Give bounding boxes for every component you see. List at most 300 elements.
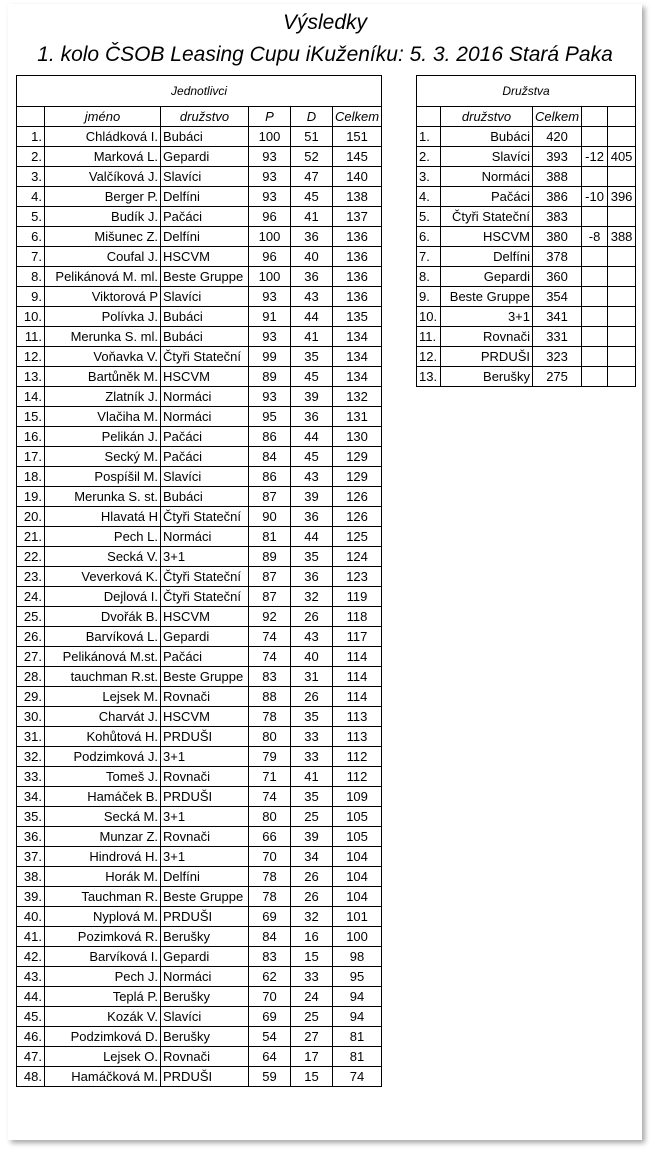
- p-cell: 89: [249, 367, 291, 387]
- rank-cell: 37.: [17, 847, 45, 867]
- total-cell: 151: [333, 127, 382, 147]
- name-cell: Bartůněk M.: [45, 367, 161, 387]
- name-cell: Lejsek O.: [45, 1047, 161, 1067]
- team-header-name: družstvo: [441, 107, 533, 127]
- d-cell: 24: [291, 987, 333, 1007]
- p-cell: 89: [249, 547, 291, 567]
- d-cell: 45: [291, 367, 333, 387]
- table-row: [17, 167, 382, 187]
- d-cell: 43: [291, 467, 333, 487]
- table-row: [417, 327, 636, 347]
- team-total-cell: 360: [533, 267, 582, 287]
- p-cell: 78: [249, 707, 291, 727]
- name-cell: Lejsek M.: [45, 687, 161, 707]
- team-name-cell: Pačáci: [441, 187, 533, 207]
- total-cell: 95: [333, 967, 382, 987]
- team-cell: Normáci: [161, 407, 249, 427]
- team-name-cell: Čtyři Stateční: [441, 207, 533, 227]
- team-cell: HSCVM: [161, 607, 249, 627]
- header-d: D: [291, 107, 333, 127]
- total-cell: 104: [333, 847, 382, 867]
- rank-cell: 7.: [17, 247, 45, 267]
- rank-cell: 12.: [17, 347, 45, 367]
- total-cell: 136: [333, 247, 382, 267]
- team-name-cell: Rovnači: [441, 327, 533, 347]
- header-total: Celkem: [333, 107, 382, 127]
- team-adj-cell: [582, 347, 608, 367]
- name-cell: Merunka S. st.: [45, 487, 161, 507]
- d-cell: 43: [291, 287, 333, 307]
- p-cell: 81: [249, 527, 291, 547]
- team-adj-cell: [582, 247, 608, 267]
- team-cell: PRDUŠI: [161, 1067, 249, 1087]
- table-row: [17, 947, 382, 967]
- name-cell: tauchman R.st.: [45, 667, 161, 687]
- team-cell: Delfíni: [161, 187, 249, 207]
- name-cell: Charvát J.: [45, 707, 161, 727]
- team-rank-cell: 2.: [417, 147, 441, 167]
- table-row: [17, 887, 382, 907]
- team-final-cell: [608, 287, 636, 307]
- name-cell: Marková L.: [45, 147, 161, 167]
- team-total-cell: 386: [533, 187, 582, 207]
- name-cell: Coufal J.: [45, 247, 161, 267]
- rank-cell: 28.: [17, 667, 45, 687]
- p-cell: 71: [249, 767, 291, 787]
- table-row: [17, 1067, 382, 1087]
- d-cell: 44: [291, 527, 333, 547]
- d-cell: 35: [291, 547, 333, 567]
- rank-cell: 41.: [17, 927, 45, 947]
- rank-cell: 24.: [17, 587, 45, 607]
- total-cell: 136: [333, 267, 382, 287]
- table-row: [17, 1047, 382, 1067]
- total-cell: 94: [333, 987, 382, 1007]
- team-total-cell: 420: [533, 127, 582, 147]
- total-cell: 126: [333, 487, 382, 507]
- d-cell: 17: [291, 1047, 333, 1067]
- team-adj-cell: [582, 267, 608, 287]
- table-row: [17, 567, 382, 587]
- total-cell: 118: [333, 607, 382, 627]
- team-final-cell: [608, 247, 636, 267]
- p-cell: 69: [249, 907, 291, 927]
- header-p: P: [249, 107, 291, 127]
- team-cell: Bubáci: [161, 127, 249, 147]
- total-cell: 112: [333, 767, 382, 787]
- table-row: [17, 267, 382, 287]
- team-cell: Rovnači: [161, 1047, 249, 1067]
- team-final-cell: 396: [608, 187, 636, 207]
- rank-cell: 10.: [17, 307, 45, 327]
- team-final-cell: [608, 207, 636, 227]
- d-cell: 26: [291, 887, 333, 907]
- table-row: [17, 247, 382, 267]
- name-cell: Teplá P.: [45, 987, 161, 1007]
- p-cell: 100: [249, 127, 291, 147]
- team-cell: Rovnači: [161, 827, 249, 847]
- total-cell: 119: [333, 587, 382, 607]
- team-cell: Gepardi: [161, 627, 249, 647]
- table-row: [417, 207, 636, 227]
- table-row: [17, 307, 382, 327]
- name-cell: Voňavka V.: [45, 347, 161, 367]
- table-row: [17, 547, 382, 567]
- rank-cell: 3.: [17, 167, 45, 187]
- rank-cell: 21.: [17, 527, 45, 547]
- team-cell: Čtyři Stateční: [161, 507, 249, 527]
- name-cell: Polívka J.: [45, 307, 161, 327]
- p-cell: 69: [249, 1007, 291, 1027]
- d-cell: 47: [291, 167, 333, 187]
- rank-cell: 38.: [17, 867, 45, 887]
- total-cell: 137: [333, 207, 382, 227]
- total-cell: 124: [333, 547, 382, 567]
- team-cell: Pačáci: [161, 427, 249, 447]
- team-cell: Pačáci: [161, 647, 249, 667]
- rank-cell: 33.: [17, 767, 45, 787]
- d-cell: 36: [291, 407, 333, 427]
- rank-cell: 2.: [17, 147, 45, 167]
- individuals-header-row: [17, 107, 382, 127]
- name-cell: Berger P.: [45, 187, 161, 207]
- d-cell: 52: [291, 147, 333, 167]
- table-row: [17, 407, 382, 427]
- team-cell: Beste Gruppe: [161, 887, 249, 907]
- d-cell: 36: [291, 267, 333, 287]
- table-row: [17, 867, 382, 887]
- p-cell: 93: [249, 287, 291, 307]
- table-row: [17, 767, 382, 787]
- d-cell: 33: [291, 747, 333, 767]
- total-cell: 140: [333, 167, 382, 187]
- team-final-cell: 388: [608, 227, 636, 247]
- total-cell: 105: [333, 827, 382, 847]
- table-row: [17, 467, 382, 487]
- team-cell: Gepardi: [161, 147, 249, 167]
- d-cell: 36: [291, 227, 333, 247]
- rank-cell: 36.: [17, 827, 45, 847]
- team-cell: HSCVM: [161, 707, 249, 727]
- table-row: [417, 167, 636, 187]
- header-rank: [17, 107, 45, 127]
- name-cell: Budík J.: [45, 207, 161, 227]
- team-cell: Bubáci: [161, 487, 249, 507]
- page-title: Výsledky: [282, 11, 368, 34]
- p-cell: 78: [249, 887, 291, 907]
- total-cell: 132: [333, 387, 382, 407]
- total-cell: 94: [333, 1007, 382, 1027]
- team-final-cell: [608, 367, 636, 387]
- name-cell: Dejlová I.: [45, 587, 161, 607]
- table-row: [17, 807, 382, 827]
- name-cell: Secký M.: [45, 447, 161, 467]
- name-cell: Pelikánová M. ml.: [45, 267, 161, 287]
- team-rank-cell: 11.: [417, 327, 441, 347]
- p-cell: 66: [249, 827, 291, 847]
- team-cell: Slavíci: [161, 1007, 249, 1027]
- table-row: [17, 127, 382, 147]
- p-cell: 87: [249, 587, 291, 607]
- rank-cell: 11.: [17, 327, 45, 347]
- d-cell: 25: [291, 807, 333, 827]
- team-cell: PRDUŠI: [161, 907, 249, 927]
- table-row: [417, 367, 636, 387]
- name-cell: Hindrová H.: [45, 847, 161, 867]
- name-cell: Pech J.: [45, 967, 161, 987]
- team-cell: HSCVM: [161, 247, 249, 267]
- p-cell: 83: [249, 947, 291, 967]
- p-cell: 93: [249, 327, 291, 347]
- total-cell: 117: [333, 627, 382, 647]
- rank-cell: 40.: [17, 907, 45, 927]
- p-cell: 70: [249, 987, 291, 1007]
- total-cell: 114: [333, 687, 382, 707]
- d-cell: 41: [291, 327, 333, 347]
- d-cell: 32: [291, 907, 333, 927]
- team-cell: Slavíci: [161, 467, 249, 487]
- d-cell: 26: [291, 867, 333, 887]
- rank-cell: 9.: [17, 287, 45, 307]
- team-name-cell: Normáci: [441, 167, 533, 187]
- team-cell: Pačáci: [161, 207, 249, 227]
- team-cell: Čtyři Stateční: [161, 567, 249, 587]
- d-cell: 36: [291, 567, 333, 587]
- team-cell: Gepardi: [161, 947, 249, 967]
- rank-cell: 20.: [17, 507, 45, 527]
- d-cell: 41: [291, 767, 333, 787]
- p-cell: 80: [249, 807, 291, 827]
- p-cell: 74: [249, 647, 291, 667]
- team-total-cell: 383: [533, 207, 582, 227]
- team-final-cell: [608, 127, 636, 147]
- teams-caption: Družstva: [417, 76, 636, 107]
- team-rank-cell: 1.: [417, 127, 441, 147]
- team-name-cell: Bubáci: [441, 127, 533, 147]
- team-name-cell: PRDUŠI: [441, 347, 533, 367]
- rank-cell: 48.: [17, 1067, 45, 1087]
- table-row: [17, 507, 382, 527]
- name-cell: Tauchman R.: [45, 887, 161, 907]
- team-total-cell: 323: [533, 347, 582, 367]
- total-cell: 136: [333, 287, 382, 307]
- total-cell: 145: [333, 147, 382, 167]
- d-cell: 40: [291, 647, 333, 667]
- team-total-cell: 380: [533, 227, 582, 247]
- team-cell: Normáci: [161, 527, 249, 547]
- table-row: [417, 267, 636, 287]
- table-row: [17, 427, 382, 447]
- table-row: [17, 607, 382, 627]
- table-row: [17, 827, 382, 847]
- team-adj-cell: [582, 327, 608, 347]
- table-row: [17, 1027, 382, 1047]
- p-cell: 100: [249, 267, 291, 287]
- p-cell: 99: [249, 347, 291, 367]
- name-cell: Podzimková D.: [45, 1027, 161, 1047]
- p-cell: 92: [249, 607, 291, 627]
- name-cell: Secká M.: [45, 807, 161, 827]
- p-cell: 91: [249, 307, 291, 327]
- rank-cell: 16.: [17, 427, 45, 447]
- d-cell: 35: [291, 787, 333, 807]
- p-cell: 70: [249, 847, 291, 867]
- table-row: [417, 287, 636, 307]
- team-name-cell: Beste Gruppe: [441, 287, 533, 307]
- rank-cell: 6.: [17, 227, 45, 247]
- team-cell: Slavíci: [161, 167, 249, 187]
- name-cell: Valčíková J.: [45, 167, 161, 187]
- d-cell: 45: [291, 187, 333, 207]
- total-cell: 112: [333, 747, 382, 767]
- rank-cell: 5.: [17, 207, 45, 227]
- individuals-table: [16, 75, 382, 1087]
- d-cell: 39: [291, 827, 333, 847]
- team-cell: Slavíci: [161, 287, 249, 307]
- team-cell: 3+1: [161, 847, 249, 867]
- name-cell: Pech L.: [45, 527, 161, 547]
- rank-cell: 4.: [17, 187, 45, 207]
- table-row: [17, 387, 382, 407]
- total-cell: 134: [333, 347, 382, 367]
- name-cell: Vlačiha M.: [45, 407, 161, 427]
- page-subtitle: 1. kolo ČSOB Leasing Cupu iKuženíku: 5. 3. 2016 Stará Paka: [37, 43, 613, 66]
- rank-cell: 22.: [17, 547, 45, 567]
- p-cell: 83: [249, 667, 291, 687]
- table-row: [17, 907, 382, 927]
- p-cell: 93: [249, 387, 291, 407]
- d-cell: 39: [291, 387, 333, 407]
- p-cell: 80: [249, 727, 291, 747]
- team-cell: Delfíni: [161, 227, 249, 247]
- p-cell: 74: [249, 627, 291, 647]
- p-cell: 96: [249, 247, 291, 267]
- p-cell: 93: [249, 167, 291, 187]
- table-row: [17, 227, 382, 247]
- p-cell: 95: [249, 407, 291, 427]
- table-row: [17, 367, 382, 387]
- rank-cell: 25.: [17, 607, 45, 627]
- rank-cell: 14.: [17, 387, 45, 407]
- team-adj-cell: -8: [582, 227, 608, 247]
- total-cell: 130: [333, 427, 382, 447]
- name-cell: Horák M.: [45, 867, 161, 887]
- d-cell: 40: [291, 247, 333, 267]
- d-cell: 32: [291, 587, 333, 607]
- team-cell: PRDUŠI: [161, 787, 249, 807]
- team-rank-cell: 4.: [417, 187, 441, 207]
- d-cell: 33: [291, 727, 333, 747]
- rank-cell: 1.: [17, 127, 45, 147]
- rank-cell: 19.: [17, 487, 45, 507]
- d-cell: 25: [291, 1007, 333, 1027]
- team-cell: Berušky: [161, 987, 249, 1007]
- rank-cell: 43.: [17, 967, 45, 987]
- team-name-cell: 3+1: [441, 307, 533, 327]
- table-row: [17, 487, 382, 507]
- team-cell: Beste Gruppe: [161, 667, 249, 687]
- team-total-cell: 354: [533, 287, 582, 307]
- individuals-caption: Jednotlivci: [17, 76, 382, 107]
- team-cell: PRDUŠI: [161, 727, 249, 747]
- team-header-final: [608, 107, 636, 127]
- table-row: [417, 347, 636, 367]
- team-cell: Delfíni: [161, 867, 249, 887]
- total-cell: 113: [333, 707, 382, 727]
- team-cell: 3+1: [161, 807, 249, 827]
- table-row: [417, 127, 636, 147]
- table-row: [417, 307, 636, 327]
- teams-header-row: [417, 107, 636, 127]
- team-name-cell: HSCVM: [441, 227, 533, 247]
- team-adj-cell: [582, 127, 608, 147]
- total-cell: 131: [333, 407, 382, 427]
- p-cell: 88: [249, 687, 291, 707]
- d-cell: 16: [291, 927, 333, 947]
- d-cell: 15: [291, 1067, 333, 1087]
- table-row: [17, 327, 382, 347]
- total-cell: 129: [333, 467, 382, 487]
- total-cell: 138: [333, 187, 382, 207]
- name-cell: Merunka S. ml.: [45, 327, 161, 347]
- table-row: [17, 647, 382, 667]
- name-cell: Viktorová P: [45, 287, 161, 307]
- p-cell: 93: [249, 147, 291, 167]
- name-cell: Kohůtová H.: [45, 727, 161, 747]
- table-row: [17, 707, 382, 727]
- table-row: [417, 187, 636, 207]
- table-row: [17, 587, 382, 607]
- table-row: [17, 1007, 382, 1027]
- rank-cell: 30.: [17, 707, 45, 727]
- total-cell: 126: [333, 507, 382, 527]
- p-cell: 87: [249, 567, 291, 587]
- team-header-rank: [417, 107, 441, 127]
- p-cell: 93: [249, 187, 291, 207]
- team-cell: 3+1: [161, 547, 249, 567]
- rank-cell: 44.: [17, 987, 45, 1007]
- rank-cell: 35.: [17, 807, 45, 827]
- team-cell: Berušky: [161, 1027, 249, 1047]
- rank-cell: 31.: [17, 727, 45, 747]
- table-row: [17, 347, 382, 367]
- rank-cell: 23.: [17, 567, 45, 587]
- rank-cell: 8.: [17, 267, 45, 287]
- team-total-cell: 378: [533, 247, 582, 267]
- table-row: [17, 627, 382, 647]
- team-total-cell: 275: [533, 367, 582, 387]
- table-row: [17, 667, 382, 687]
- total-cell: 114: [333, 647, 382, 667]
- d-cell: 44: [291, 307, 333, 327]
- table-row: [17, 727, 382, 747]
- team-cell: Pačáci: [161, 447, 249, 467]
- header-name: jméno: [45, 107, 161, 127]
- total-cell: 98: [333, 947, 382, 967]
- p-cell: 64: [249, 1047, 291, 1067]
- table-row: [417, 147, 636, 167]
- name-cell: Barvíková I.: [45, 947, 161, 967]
- total-cell: 134: [333, 327, 382, 347]
- team-name-cell: Berušky: [441, 367, 533, 387]
- team-cell: Rovnači: [161, 687, 249, 707]
- table-row: [17, 207, 382, 227]
- total-cell: 135: [333, 307, 382, 327]
- p-cell: 84: [249, 447, 291, 467]
- team-cell: Bubáci: [161, 307, 249, 327]
- team-rank-cell: 12.: [417, 347, 441, 367]
- table-row: [417, 227, 636, 247]
